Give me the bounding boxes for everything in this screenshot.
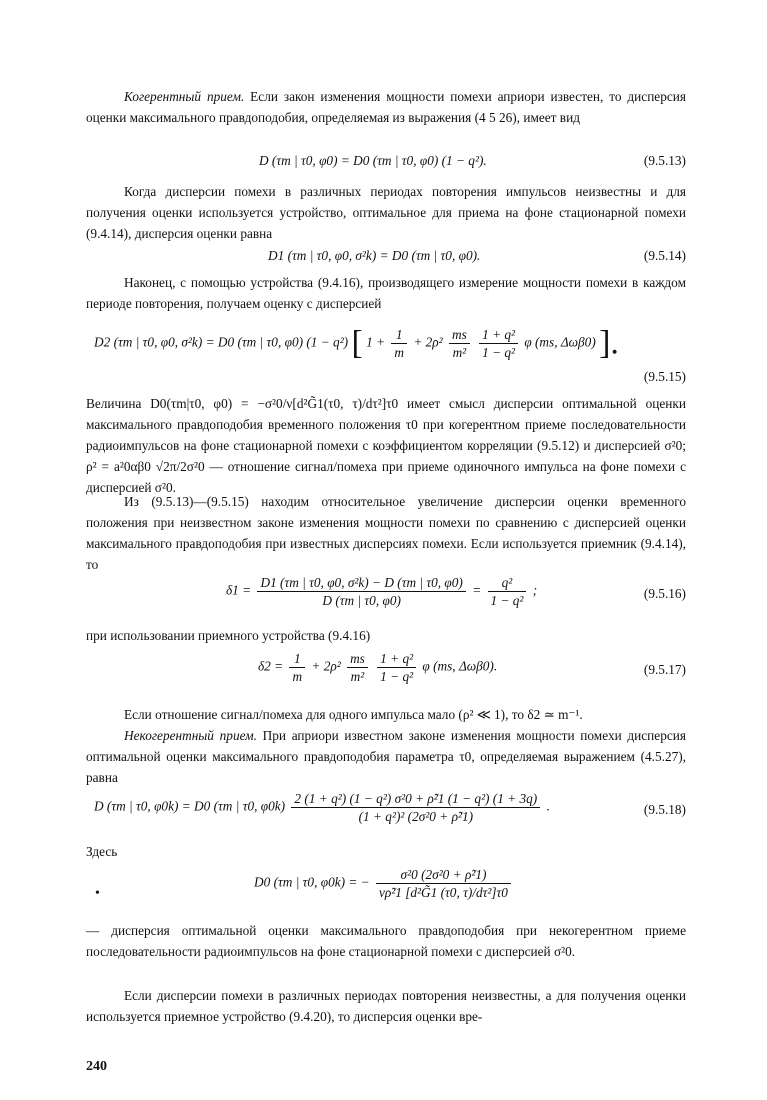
equation-tail: ; bbox=[532, 582, 538, 598]
numerator: 1 bbox=[391, 326, 407, 344]
equation-body: D (τm | τ0, φ0) = D0 (τm | τ0, φ0) (1 − q²). bbox=[259, 153, 487, 168]
page-number: 240 bbox=[86, 1059, 107, 1074]
equation-9-5-14 bbox=[86, 245, 686, 269]
equals-sign: = bbox=[472, 582, 482, 598]
equation-body bbox=[258, 650, 497, 685]
equation-9-5-17 bbox=[86, 650, 686, 690]
bracket-close: ]. bbox=[599, 324, 619, 362]
equation-lhs: δ1 = bbox=[226, 582, 252, 598]
numerator: D1 (τm | τ0, φ0, σ²k) − D (τm | τ0, φ0) bbox=[257, 574, 465, 592]
paragraph-relative-increase: Из (9.5.13)—(9.5.15) находим относительное увеличение дисперсии оценки временного положения при неизвестном законе изменения мощности помехи по сравнению с дисперсией оценки максимального правдоподобия при известных дисперсиях помехи. Если используется приемник (9.4.14), то bbox=[86, 494, 686, 572]
fraction-d0-noncoherent bbox=[376, 866, 511, 901]
denominator: 1 − q² bbox=[482, 345, 515, 360]
bullet-mark: • bbox=[95, 886, 100, 901]
equation-tail: φ (ms, Δωβ0). bbox=[422, 658, 498, 674]
paragraph-text: Если закон изменения мощности помехи априори известен, то дисперсия оценки максимального правдоподобия, определяемая из выражения (4 5 26), имеет вид bbox=[86, 89, 686, 125]
equation-9-5-15 bbox=[86, 326, 686, 366]
denominator: m² bbox=[452, 345, 467, 360]
fraction-q2 bbox=[488, 574, 527, 609]
fraction-q-ratio bbox=[479, 326, 518, 361]
denominator: (1 + q²)² (2σ²0 + ρ̃²1) bbox=[358, 809, 474, 824]
equation-term: φ (ms, Δωβ0) bbox=[524, 334, 596, 350]
equation-number: (9.5.13) bbox=[643, 153, 686, 168]
equation-body: D1 (τm | τ0, φ0, σ²k) = D0 (τm | τ0, φ0). bbox=[268, 248, 481, 263]
denominator: D (τm | τ0, φ0) bbox=[322, 593, 401, 608]
equation-tail: . bbox=[546, 798, 550, 814]
heading-noncoherent: Некогерентный прием. bbox=[124, 728, 257, 743]
fraction-delta1 bbox=[257, 574, 465, 609]
equation-term: 1 + bbox=[366, 334, 386, 350]
fraction-1-over-m bbox=[289, 650, 305, 685]
denominator: 1 − q² bbox=[380, 669, 414, 684]
paragraph-unknown-variances: Когда дисперсии помехи в различных периодах повторения импульсов неизвестны и для получения оценки используется устройство, оптимальное для приема на фоне стационарной помехи (9.4.14), дисперсия оценки равна bbox=[86, 184, 686, 241]
paragraph-unknown-variances-2: Если дисперсии помехи в различных периодах повторения неизвестны, а для получения оценки используется приемное устройство (9.4.20), то дисперсия оценки вре- bbox=[86, 988, 686, 1024]
bracket-open: [ bbox=[351, 324, 363, 362]
equation-number: (9.5.18) bbox=[643, 802, 686, 817]
equation-9-5-16 bbox=[86, 574, 686, 614]
equation-body bbox=[226, 574, 537, 609]
equation-number: (9.5.17) bbox=[643, 662, 686, 677]
denominator: m bbox=[394, 345, 404, 360]
denominator: νρ̃²1 [d²G̃1 (τ0, τ)/dτ²]τ0 bbox=[378, 885, 508, 900]
paragraph-device-usage: при использовании приемного устройства (9.4.16) bbox=[86, 628, 371, 643]
numerator: ms bbox=[347, 650, 368, 668]
numerator: q² bbox=[488, 574, 527, 592]
equation-lhs: δ2 = bbox=[258, 658, 284, 674]
paragraph-noncoherent-intro bbox=[86, 725, 686, 788]
numerator: 2 (1 + q²) (1 − q²) σ²0 + ρ̃²1 (1 − q²) (1 + 3q) bbox=[291, 790, 540, 808]
equation-term: + 2ρ² bbox=[413, 334, 443, 350]
equation-number: (9.5.15) bbox=[643, 369, 686, 384]
paragraph-coherent-intro bbox=[86, 86, 686, 128]
equation-number: (9.5.14) bbox=[643, 248, 686, 263]
numerator: 1 + q² bbox=[377, 650, 416, 668]
equation-lhs: D (τm | τ0, φ0k) = D0 (τm | τ0, φ0k) bbox=[94, 798, 286, 814]
numerator: 1 + q² bbox=[479, 326, 518, 344]
denominator: m bbox=[292, 669, 303, 684]
numerator: σ²0 (2σ²0 + ρ̃²1) bbox=[376, 866, 511, 884]
fraction-ms-over-m2 bbox=[449, 326, 470, 361]
denominator: 1 − q² bbox=[490, 593, 524, 608]
paragraph-d0-definition: Величина D0(τm|τ0, φ0) = −σ²0/ν[d²G̃1(τ0, τ)/dτ²]τ0 имеет смысл дисперсии оптимальной оценки максимального правдоподобия временного положения τ0 при когерентном приеме последовательности радиоимпульсов на фоне стационарной помехи с коэффициентом корреляции (9.5.12) и дисперсией σ²0; ρ² = a²0αβ0 √2π/2σ²0 — отношение сигнал/помеха при приеме одиночного импульса на фоне помехи с дисперсией σ²0. bbox=[86, 396, 686, 495]
equation-term: + 2ρ² bbox=[311, 658, 341, 674]
equation-body bbox=[94, 790, 550, 825]
denominator: m² bbox=[350, 669, 365, 684]
paragraph-small-snr: Если отношение сигнал/помеха для одного импульса мало (ρ² ≪ 1), то δ2 ≃ m⁻¹. bbox=[124, 707, 583, 722]
numerator: ms bbox=[449, 326, 470, 344]
equation-body bbox=[94, 326, 619, 361]
equation-9-5-15-number-row bbox=[86, 366, 686, 390]
fraction-ms-over-m2 bbox=[347, 650, 368, 685]
paragraph-text: При априори известном законе изменения мощности помехи дисперсия оптимальной оценки максимального правдоподобия параметра τ0, определяемая выражением (4.5.27), равна bbox=[86, 728, 686, 785]
paragraph-d0-noncoherent-meaning: — дисперсия оптимальной оценки максимального правдоподобия при некогерентном приеме последовательности радиоимпульсов на фоне стационарной помехи с дисперсией σ²0. bbox=[86, 923, 686, 959]
equation-lhs: D2 (τm | τ0, φ0, σ²k) = D0 (τm | τ0, φ0) (1 − q²) bbox=[94, 334, 349, 350]
equation-number: (9.5.16) bbox=[643, 586, 686, 601]
paragraph-device-9-4-16: Наконец, с помощью устройства (9.4.16), производящего измерение мощности помехи в каждом периоде повторения, получаем оценку с дисперсией bbox=[86, 275, 686, 311]
paragraph-here: Здесь bbox=[86, 844, 118, 859]
numerator: 1 bbox=[289, 650, 305, 668]
fraction-1-over-m bbox=[391, 326, 407, 361]
heading-coherent: Когерентный прием. bbox=[124, 89, 245, 104]
equation-lhs: D0 (τm | τ0, φ0k) = − bbox=[254, 874, 370, 890]
fraction-noncoherent bbox=[291, 790, 540, 825]
equation-body bbox=[254, 866, 514, 901]
equation-d0-noncoherent bbox=[86, 866, 686, 906]
fraction-q-ratio bbox=[377, 650, 416, 685]
equation-9-5-13 bbox=[86, 150, 686, 174]
equation-9-5-18 bbox=[86, 790, 686, 830]
